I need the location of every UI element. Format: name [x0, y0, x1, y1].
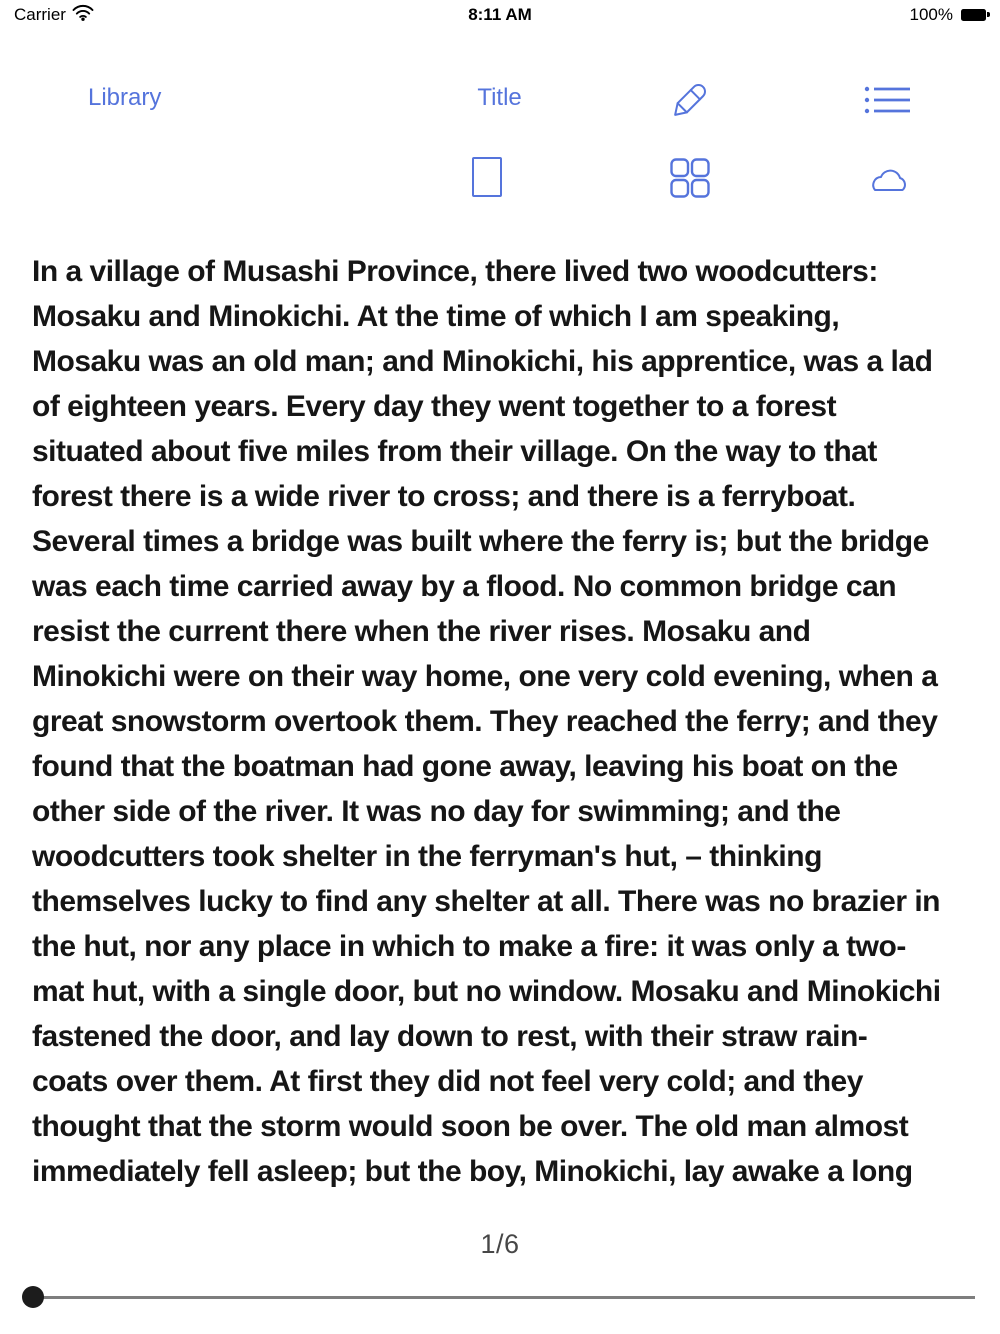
contents-button[interactable] — [864, 86, 912, 114]
text-line: fastened the door, and lay down to rest, with their straw rain- — [32, 1020, 868, 1053]
text-line: Several times a bridge was built where the ferry is; but the bridge — [32, 525, 929, 558]
text-line: Minokichi were on their way home, one very cold evening, when a — [32, 660, 938, 693]
library-button[interactable]: Library — [88, 84, 162, 111]
text-line: the hut, nor any place in which to make a fire: it was only a two- — [32, 930, 906, 963]
edit-button[interactable] — [666, 76, 714, 124]
cloud-icon — [866, 165, 910, 193]
text-line: other side of the river. It was no day for swimming; and the — [32, 795, 841, 828]
slider-thumb[interactable] — [22, 1286, 44, 1308]
text-line: themselves lucky to find any shelter at all. There was no brazier in — [32, 885, 940, 918]
text-line: coats over them. At first they did not feel very cold; and they — [32, 1065, 863, 1098]
status-bar — [0, 0, 1000, 30]
text-line: thought that the storm would soon be over. The old man almost — [32, 1110, 909, 1143]
clock: 8:11 AM — [468, 5, 532, 24]
text-line: situated about five miles from their village. On the way to that — [32, 435, 877, 468]
pencil-icon — [666, 76, 714, 124]
carrier-label: Carrier — [14, 5, 66, 24]
grid-icon — [670, 158, 710, 198]
battery-percent: 100% — [909, 5, 953, 24]
text-line: resist the current there when the river rises. Mosaku and — [32, 615, 811, 648]
cloud-sync-button[interactable] — [866, 165, 910, 193]
text-line: of eighteen years. Every day they went together to a forest — [32, 390, 837, 423]
reading-area[interactable] — [32, 249, 968, 1194]
text-line: woodcutters took shelter in the ferryman's hut, – thinking — [32, 840, 822, 873]
list-icon — [864, 86, 912, 114]
thumbnails-button[interactable] — [670, 158, 710, 198]
slider-track[interactable] — [30, 1296, 975, 1299]
progress-slider[interactable] — [22, 1286, 975, 1308]
text-line: immediately fell asleep; but the boy, Minokichi, lay awake a long — [32, 1155, 913, 1188]
text-line: found that the boatman had gone away, leaving his boat on the — [32, 750, 898, 783]
page-indicator: 1/6 — [480, 1229, 520, 1259]
battery-icon — [961, 9, 986, 21]
text-line: forest there is a wide river to cross; and there is a ferryboat. — [32, 480, 856, 513]
text-line: Mosaku was an old man; and Minokichi, his apprentice, was a lad — [32, 345, 933, 378]
text-line: In a village of Musashi Province, there lived two woodcutters: — [32, 255, 878, 288]
wifi-icon — [72, 4, 94, 26]
text-line: mat hut, with a single door, but no window. Mosaku and Minokichi — [32, 975, 941, 1008]
book-title: Title — [477, 84, 522, 111]
text-line: was each time carried away by a flood. No common bridge can — [32, 570, 897, 603]
text-line: great snowstorm overtook them. They reached the ferry; and they — [32, 705, 938, 738]
text-line: Mosaku and Minokichi. At the time of which I am speaking, — [32, 300, 840, 333]
single-page-button[interactable] — [472, 157, 502, 197]
